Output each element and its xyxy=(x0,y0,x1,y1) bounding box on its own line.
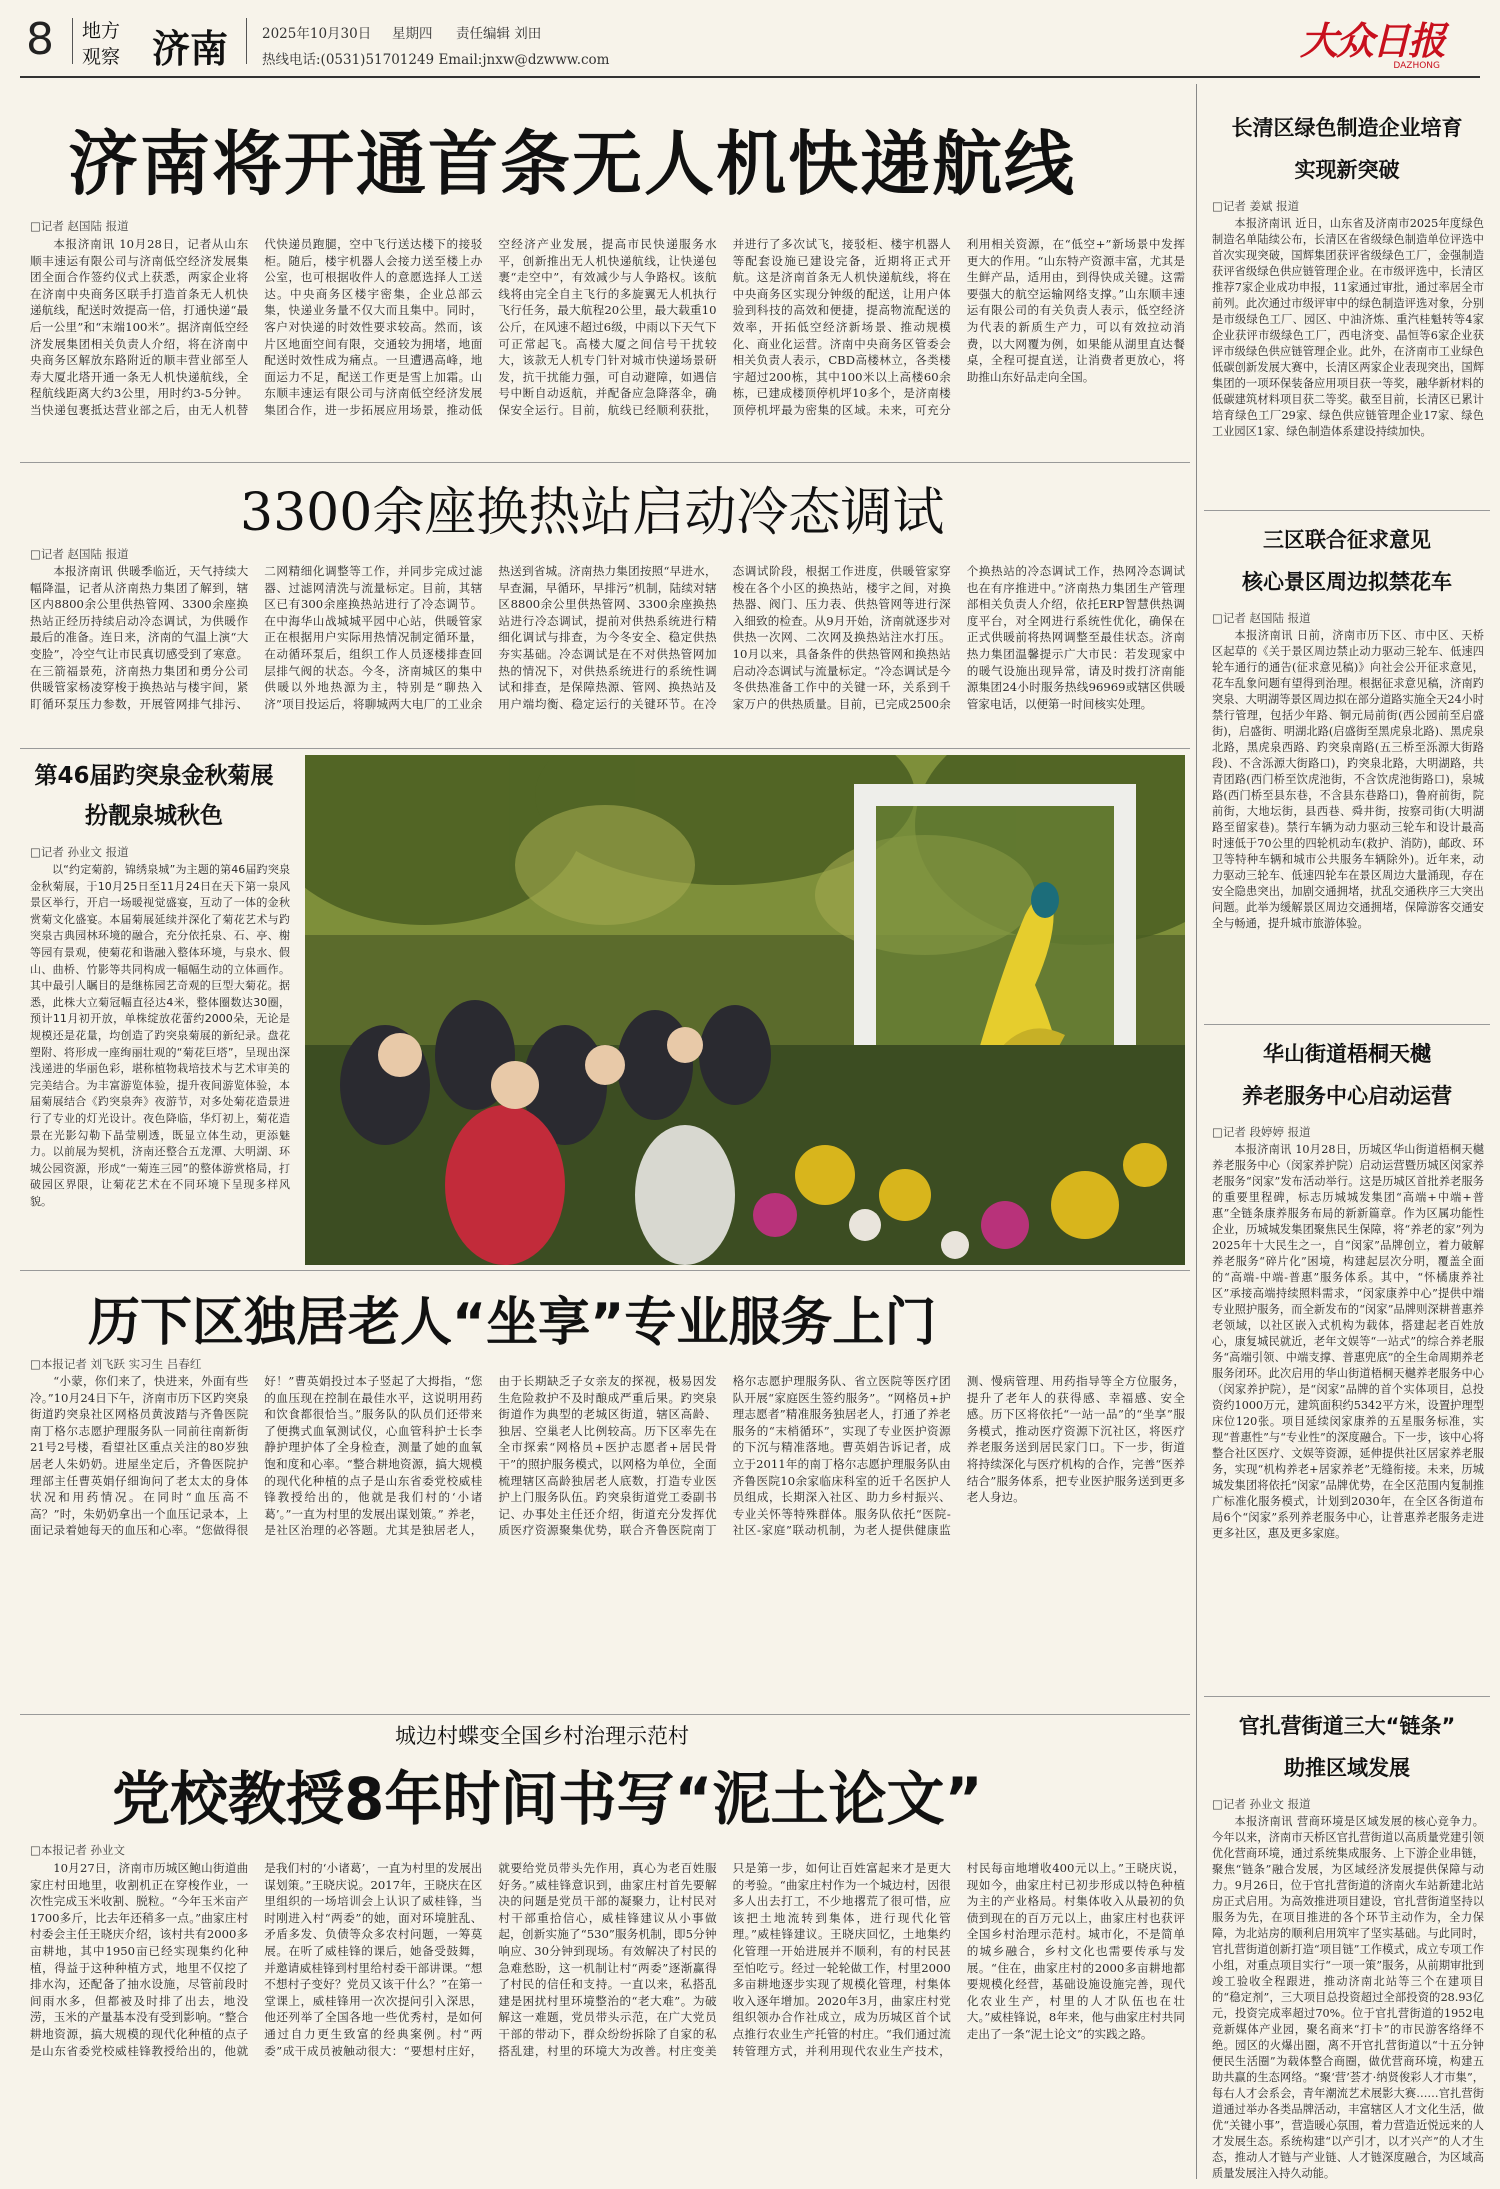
a3-text: 以“约定菊韵，锦绣泉城”为主题的第46届趵突泉金秋菊展，于10月25日至11月24日在天下第一泉风景区举行，开启一场暖视觉盛宴，互动了一体的金秋赏菊文化盛宴。本届菊展延续并深化了菊花艺术与趵突泉古典园林环境的融合，充分依托泉、石、亭、榭等园有景观，使菊花和谐融入整体环境，与泉水、假山、曲桥、竹影等共同构成一幅幅生动的立体画作。其中最引人瞩目的是继栋园艺奇观的巨型大菊花。据悉，此株大立菊冠幅直径达4米，整体圈数达30圈，预计11月初开放，单株绽放花蕾约2000朵，无论是规模还是花量，均创造了趵突泉菊展的新纪录。盘花塑附、将形成一座绚丽壮观的“菊花巨塔”，呈现出深浅递进的华丽色彩，堪称植物栽培技术与艺术审美的完美结合。为丰富游览体验，提升夜间游览体验，本届菊展结合《趵突泉奔》夜游节，对多处菊花造景进行了专业的灯光设计。夜色降临，华灯初上，菊花造景在光影勾勒下晶莹剔透，既显立体生动，更添魅力。以前展为契机，济南还整合五龙潭、大明湖、环城公园资源，形成“一菊连三园”的整体游赏格局，打破园区界限，让菊花艺术在不同环境下呈现多样风貌。 xyxy=(30,863,290,1208)
r3-text: 本报济南讯 10月28日，历城区华山街道梧桐天樾养老服务中心（闵家养护院）启动运营暨历城区闵家养老服务“闵家”发布活动举行。这是历城区首批养老服务的重要里程碑，标志历城城发集团“高端+中端+普惠”全链条康养服务布局的新新篇章。作为区属功能性企业，历城城发集团聚焦民生保障，将“养老的家”列为2025年十大民生之一，自“闵家”品牌创立，着力破解养老服务“碎片化”困境，构建起层次分明，覆盖全面的“高端-中端-普惠”服务体系。其中，“怀橘康养社区”承接高端持续照料需求，“闵家康养中心”提供中端专业照护服务，而全新发布的“闵家”品牌则深耕普惠养老领域，以社区嵌入式机构为载体，搭建起老百姓放心，康复城民就近，老年文娱等“一站式”的综合养老服务“高端引领、中端支撑、普惠兜底”的全生命周期养老服务闭环。此次启用的华山街道梧桐天樾养老服务中心（闵家养护院），是“闵家”品牌的首个实体项目，总投资约1000万元，建筑面积约5342平方米，设置护理型床位120张。项目延续闵家康养的五星服务标准，实现“普惠性”与“专业性”的深度融合。下一步，该中心将整合社区医疗、文娱等资源，延伸提供社区居家养老服务，实现“机构养老+居家养老”无缝衔接。未来，历城城发集团将依托“闵家”品牌优势，在全区范围内复制推广标准化服务模式，计划到2030年，在全区各街道布局6个“闵家”系列养老服务中心，让普惠养老服务走进更多社区，惠及更多家庭。 xyxy=(1212,1143,1484,1540)
r4-body xyxy=(1212,1814,1484,2180)
a4-headline: 历下区独居老人“坐享”专业服务上门 xyxy=(88,1293,937,1353)
a2-headline: 3300余座换热站启动冷态调试 xyxy=(240,483,945,543)
editor: 责任编辑 刘田 xyxy=(456,26,542,42)
r1-text: 本报济南讯 近日，山东省及济南市2025年度绿色制造名单陆续公布，长清区在省级绿色制造单位评选中首次实现突破，国辉集团获评省级绿色工厂，金强制造获评省级绿色供应链管理企业。在市级评选中，长清区推荐7家企业成功申报，11家通过审批，通过率居全市前列。此次通过市级评审中的绿色制造评选对象，分别是市级绿色工厂、园区、中油济炼、重汽桂魁转等4家企业获评市级绿色工厂，西电济变、晶恒等6家企业获评市级绿色供应链管理企业。此外，在济南市工业绿色低碳创新发展大赛中，长清区两家企业表现突出，国辉集团的一项环保装备应用项目获一等奖，融华新材料的低碳建筑材料项目获二等奖。截至目前，长清区已累计培育绿色工厂29家、绿色供应链管理企业17家、绿色工业园区1家、绿色制造体系建设持续加快。 xyxy=(1212,217,1484,438)
chrysanthemum-photo xyxy=(305,755,1185,1265)
a5-kicker: 城边村蝶变全国乡村治理示范村 xyxy=(395,1724,689,1748)
logo-text: 大众日报 xyxy=(1300,18,1445,63)
a3-body xyxy=(30,862,290,1257)
a5-byline: □本报记者 孙业文 xyxy=(30,1843,126,1857)
r1-headline-2: 实现新突破 xyxy=(1294,158,1400,182)
r4-text: 本报济南讯 营商环境是区域发展的核心竞争力。今年以来，济南市天桥区官扎营街道以高质量党建引领优化营商环境，通过系统集成服务、上下游企业串链，聚焦“链条”融合发展，为区域经济发展提供保障与动力。9月26日，位于官扎营街道的济南火车站新建北站房正式启用。为高效推进项目建设，官扎营街道坚持以服务为先，在项目推进的各个环节主动作为，全力保障，为北站房的顺利启用筑牢了坚实基础。与此同时，官扎营街道创新打造“项目链”工作模式，成立专项工作小组，对重点项目实行“一项一策”服务，从前期审批到竣工验收全程跟进，推动济南北站等三个在建项目的“稳定剂”，三大项目总投资超过全部投资的28.93亿元，投资完成率超过70%。位于官扎营街道的1952电竞新媒体产业园，聚名商来“打卡”的市民游客络绎不绝。园区的火爆出圈，离不开官扎营街道以“十五分钟便民生活圈”为载体整合商圈，做优营商环境，构建五助共赢的生态网络。“聚‘营’荟才·纳贤俊彩人才市集”，每右人才会系会，青年潮流艺术展影大赛……官扎营街道通过举办各类品牌活动，丰富辖区人才文化生活，做优“关键小事”，营造暖心氛围，着力营造近悦远来的人才发展生态。系统构建“以产引才，以才兴产”的人才生态，推动人才链与产业链、人才链深度融合，为区域高质量发展注入持久动能。 xyxy=(1212,1815,1484,2180)
masthead xyxy=(0,0,1500,78)
r1-body xyxy=(1212,216,1484,504)
page-number: 8 xyxy=(26,14,54,65)
a4-byline: □本报记者 刘飞跃 实习生 吕春红 xyxy=(30,1357,202,1371)
newspaper-logo xyxy=(1300,10,1444,71)
a1-body xyxy=(30,236,1185,456)
r4-byline: □记者 孙业文 报道 xyxy=(1212,1797,1311,1811)
r1-headline-1: 长清区绿色制造企业培育 xyxy=(1231,116,1463,140)
a1-byline: □记者 赵国陆 报道 xyxy=(30,219,129,233)
r2-headline-2: 核心景区周边拟禁花车 xyxy=(1242,570,1452,594)
hotline: 热线电话:(0531)51701249 Email:jnxw@dzwww.com xyxy=(262,52,610,68)
logo-en: DAZHONG xyxy=(1393,61,1441,71)
a1-headline: 济南将开通首条无人机快递航线 xyxy=(68,123,1076,205)
a4-body xyxy=(30,1373,1185,1710)
section-label-2: 观察 xyxy=(82,46,121,68)
r3-headline-2: 养老服务中心启动运营 xyxy=(1242,1084,1452,1108)
a4-text: “小蒙，你们来了，快进来，外面有些冷。”10月24日下午，济南市历下区趵突泉街道趵突泉社区网格员黄波踏与齐鲁医院南丁格尔志愿护理服务队一同前往南新街21号2号楼，看望社区重点关注的80岁独居老人朱奶奶。进屋坐定后，齐鲁医院护理部主任曹英娟仔细询问了老太太的身体状况和用药情况。在同时“血压高不高？”时，朱奶奶拿出一个血压记录本，上面记录着她每天的血压和心率。“您做得很好！”曹英娟投过本子竖起了大拇指，“您的血压现在控制在最佳水平，这说明用药和饮食都很恰当。”服务队的队员们还带来了便携式血氧测试仪，心血管科护士长李静护理护体了全身检查，测量了她的血氧饱和度和心率。“整合耕地资源，搞大规模的现代化种植的点子是山东省委党校威桂锋教授给出的，他就是我们村的‘小诸葛’。”一直为村里的发展出谋划策。” 养老，是社区治理的必答题。尤其是独居老人，由于长期缺乏子女亲友的探视，极易因发生危险救护不及时酿成严重后果。趵突泉街道作为典型的老城区街道，辖区高龄、独居、空巢老人比例较高。历下区率先在全市探索“网格员+医护志愿者+居民骨干”的照护服务模式，以网格为单位，全面梳理辖区高龄独居老人底数，打造专业医护上门服务队伍。趵突泉街道党工委副书记、办事处主任还介绍，街道充分发挥优质医疗资源聚集优势，联合齐鲁医院南丁格尔志愿护理服务队、省立医院等医疗团队开展“家庭医生签约服务”。“网格员+护理志愿者”精准服务独居老人，打通了养老服务的“末梢循环”，实现了专业医护资源的下沉与精准落地。曹英娟告诉记者，成立于2011年的南丁格尔志愿护理服务队由齐鲁医院10余家临床科室的近千名医护人员组成，长期深入社区、助力乡村振兴、专业关怀等特殊群体。服务队依托“医院-社区-家庭”联动机制，为老人提供健康监测、慢病管理、用药指导等全方位服务，提升了老年人的获得感、幸福感、安全感。历下区将依托“一站一品”的“坐享”服务模式，推动医疗资源下沉社区，将医疗养老服务送到居民家门口。下一步，街道将持续深化与医疗机构的合作，完善“医养结合”服务体系，把专业医护服务送到更多老人身边。 xyxy=(30,1374,1185,1538)
a5-headline: 党校教授8年时间书写“泥土论文” xyxy=(112,1765,983,1833)
r3-headline-1: 华山街道梧桐天樾 xyxy=(1263,1042,1431,1066)
a5-text: 10月27日，济南市历城区鲍山街道曲家庄村田地里，收割机正在穿梭作业，一次性完成玉米收割、脱粒。“今年玉米亩产1700多斤，比去年还稍多一点。”曲家庄村村委会主任王晓庆介绍，该村共有2000多亩耕地，其中1950亩已经实现集约化种植，得益于这种种植方式，地里不仅挖了排水沟，还配备了抽水设施，尽管前段时间雨水多，但都被及时排了出去，地没涝，玉米的产量基本没有受到影响。“整合耕地资源，搞大规模的现代化种植的点子是山东省委党校威桂锋教授给出的，他就是我们村的‘小诸葛’，一直为村里的发展出谋划策。”王晓庆说。2017年，王晓庆在区里组织的一场培训会上认识了威桂锋，当时刚进入村“两委”的她，面对环境脏乱、矛盾多发、负债等众多农村问题，一筹莫展。在听了威桂锋的课后，她备受鼓舞，并邀请威桂锋到村里给村委干部讲课。“想不想村子变好？党员又该干什么？”在第一堂课上，威桂锋用一次次提问引入深思，他还列举了全国各地一些优秀村，是如何通过自力更生致富的经典案例。村“两委”成干成员被触动很大：“要想村庄好，就要给党员带头先作用，真心为老百姓服好务。”威桂锋意识到，曲家庄村首先要解决的问题是党员干部的凝聚力，让村民对村干部重拾信心，威桂锋建议从小事做起，创新实施了“530”服务机制，即5分钟响应、30分钟到现场。有效解决了村民的急难愁盼，这一机制让村“两委”逐渐赢得了村民的信任和支持。一直以来，私搭乱建是困扰村里环境整治的“老大难”。为破解这一难题，党员带头示范，在广大党员干部的带动下，群众纷纷拆除了自家的私搭乱建，村里的环境大为改善。村庄变美只是第一步，如何让百姓富起来才是更大的考验。“曲家庄村作为一个城边村，因很多人出去打工，不少地撂荒了很可惜，应该把土地流转到集体，进行现代化管理。”威桂锋建议。王晓庆回忆，土地集约化管理一开始进展并不顺利，有的村民甚至怕吃亏。经过一轮轮做工作，村里2000多亩耕地逐步实现了规模化管理，村集体收入逐年增加。2020年3月，曲家庄村党组织领办合作社成立，成为历城区首个试点推行农业生产托管的村庄。“我们通过流转管理方式，并利用现代农业生产技术，村民每亩地增收400元以上。”王晓庆说，现如今，曲家庄村已初步形成以特色种植为主的产业格局。村集体收入从最初的负债到现在的百万元以上，曲家庄村也获评全国乡村治理示范村。城市化，不是简单的城乡融合，乡村文化也需要传承与发展。“住在，曲家庄村的2000多亩耕地都要规模化经营，基础设施设施完善，现代化农业生产，村里的人才队伍也在壮大。”威桂锋说，8年来，他与曲家庄村共同走出了一条“泥土论文”的实践之路。 xyxy=(30,1861,1185,2058)
r3-body xyxy=(1212,1142,1484,1690)
r1-byline: □记者 姜斌 报道 xyxy=(1212,199,1300,213)
section-label-1: 地方 xyxy=(82,20,121,42)
photo-illustration xyxy=(305,755,1185,1265)
r2-text: 本报济南讯 日前，济南市历下区、市中区、天桥区起草的《关于景区周边禁止动力驱动三轮车、低速四轮车通行的通告(征求意见稿)》向社会公开征求意见，花车乱象问题有望得到治理。根据征求意见稿，济南趵突泉、大明湖等景区周边拟在部分道路实施全天24小时禁行管理，包括少年路、铜元局前街(西公园前至启盛街)，启盛街、明湖北路(启盛街至黑虎泉北路)、黑虎泉北路，黑虎泉西路、趵突泉南路(五三桥至泺源大街路段)、不含泺源大街路口)，趵突泉北路，大明湖路，共青团路(西门桥至饮虎池街，不含饮虎池街路口)，泉城路(西门桥至县东巷，不含县东巷路口)，鲁府前街，院前街，大地坛街，县西巷、舜井街，按察司街(大明湖路至留家巷)。禁行车辆为动力驱动三轮车和设计最高时速低于70公里的四轮机动车(救护、消防)，邮政、环卫等特种车辆和城市公共服务车辆除外)。近年来，动力驱动三轮车、低速四轮车在景区周边大量涌现，存在安全隐患突出，加剧交通拥堵，扰乱交通秩序三大突出问题。此举为缓解景区周边交通拥堵，保障游客交通安全与畅通，提升城市旅游体验。 xyxy=(1212,629,1484,930)
r3-byline: □记者 段婷婷 报道 xyxy=(1212,1125,1311,1139)
issue-weekday: 星期四 xyxy=(392,26,433,42)
a1-text: 本报济南讯 10月28日，记者从山东顺丰速运有限公司与济南低空经济发展集团全面合作签约仪式上获悉，两家企业将在济南中央商务区联手打造首条无人机快递航线，配送时效提高一倍，打通快递“最后一公里”和“末端100米”。据济南低空经济发展集团相关负责人介绍，将在济南中央商务区解放东路附近的顺丰营业部至人寿大厦北塔开通一条无人机快递航线，全程航线距离大约3公里，用时约3-5分钟。当快递包裹抵达营业部之后，由无人机替代快递员跑腿，空中飞行送达楼下的接驳柜。随后，楼宇机器人会接力送至楼上办公室，也可根据收件人的意愿选择人工送达。中央商务区楼宇密集，企业总部云集，快递业务量不仅大而且集中。同时，客户对快递的时效性要求较高。然而，该片区地面空间有限，交通较为拥堵，地面配送时效性成为痛点。一旦遭遇高峰，地面运力不足，配送工作更是雪上加霜。山东顺丰速运有限公司与济南低空经济发展集团合作，进一步拓展应用场景，推动低空经济产业发展，提高市民快递服务水平，创新推出无人机快递航线，让快递包裹“走空中”，有效减少与人争路权。该航线将由完全自主飞行的多旋翼无人机执行飞行任务，最大航程20公里，最大载重10公斤，在风速不超过6级，中雨以下天气下可正常起飞。高楼大厦之间信号干扰较大，该款无人机专门针对城市快递场景研发，抗干扰能力强，可自动避障，如遇信号中断自动返航，并配备应急降落伞，确保安全运行。目前，航线已经顺利获批，并进行了多次试飞，接驳柜、楼宇机器人等配套设施已建设完备，近期将正式开航。这是济南首条无人机快递航线，将在中央商务区实现分钟级的配送，让用户体验到科技的高效和便捷，提高物流配送的效率，开拓低空经济新场景、推动规模化、商业化运营。济南中央商务区管委会相关负责人表示，CBD高楼林立，各类楼宇超过200栋，其中100米以上高楼60余栋，已建成楼顶停机坪10多个，是济南楼顶停机坪最为密集的区域。未来，可充分利用相关资源，在“低空+”新场景中发挥更大的作用。“山东特产资源丰富，尤其是生鲜产品，适用由，到得快成关键。这需要强大的航空运输网络支撑。”山东顺丰速运有限公司的有关负责人表示，低空经济为代表的新质生产力，可以有效拉动消费，以大网覆为例，如果能从湖里直达餐桌，全程可提直送，让消费者更放心，将助推山东好品走向全国。 xyxy=(30,237,1185,417)
r2-headline-1: 三区联合征求意见 xyxy=(1263,528,1431,552)
r2-byline: □记者 赵国陆 报道 xyxy=(1212,611,1311,625)
a3-byline: □记者 孙业文 报道 xyxy=(30,845,129,859)
r2-body xyxy=(1212,628,1484,1018)
a2-body xyxy=(30,563,1185,743)
r4-headline-2: 助推区域发展 xyxy=(1284,1756,1410,1780)
a5-body xyxy=(30,1860,1185,2178)
a3-headline-1: 第46届趵突泉金秋菊展 xyxy=(34,763,274,789)
city-label: 济南 xyxy=(152,27,229,71)
a3-headline-2: 扮靓泉城秋色 xyxy=(85,803,223,829)
issue-date: 2025年10月30日 xyxy=(262,26,372,42)
a2-text: 本报济南讯 供暖季临近，天气持续大幅降温，记者从济南热力集团了解到，辖区内8800余公里供热管网、3300余座换热站正经历持续启动冷态调试，为供暖作最后的准备。连日来，济南的气温上演“大变脸”，冷空气让市民真切感受到了寒意。在三箭福景苑，济南热力集团和勇分公司供暖管家杨凌穿梭于换热站与楼宇间，紧盯循环泵压力参数，开展管网排气排污、二网精细化调整等工作，并同步完成过滤器、过滤网清洗与流量标定。目前，其辖区已有300余座换热站进行了冷态调节。在中海华山战城城平园中心站，供暖管家正在根据用户实际用热情况制定循环量，在动循环泵后，组织工作人员逐楼排查回层排气阀的状态。今冬，济南城区的集中供暖以外地热源为主，特别是“聊热入济”项目投运后，将聊城两大电厂的工业余热送到省城。济南热力集团按照“早进水，早查漏，早循环，早排污”机制，陆续对辖区8800余公里供热管网、3300余座换热站进行冷态调试，提前对供热系统进行精细化调试与排查，为今冬安全、稳定供热夯实基础。冷态调试是在不对供热管网加热的情况下，对供热系统进行的系统性调试和排查，是保障热源、管网、换热站及用户端均衡、稳定运行的关键环节。在冷态调试阶段，根据工作进度，供暖管家穿梭在各个小区的换热站，楼宇之间，对换热器、阀门、压力表、供热管网等进行深入细致的检查。从9月开始，济南就逐步对供热一次网、二次网及换热站注水打压。10月以来，具备条件的供热管网和换热站启动冷态调试与流量标定。“冷态调试是今冬供热准备工作中的关键一环，关系到千家万户的供热质量。目前，已完成2500余个换热站的冷态调试工作，热网冷态调试也在有序推进中。”济南热力集团生产管理部相关负责人介绍，依托ERP智慧供热调度平台，对全网进行系统性优化，确保在正式供暖前将热网调整至最佳状态。济南热力集团温馨提示广大市民：若发现家中的暖气设施出现异常，请及时拨打济南能源集团24小时服务热线96969或辖区供暖管家电话，以便第一时间核实处理。 xyxy=(30,564,1185,711)
r4-headline-1: 官扎营街道三大“链条” xyxy=(1238,1714,1456,1738)
a2-byline: □记者 赵国陆 报道 xyxy=(30,547,129,561)
